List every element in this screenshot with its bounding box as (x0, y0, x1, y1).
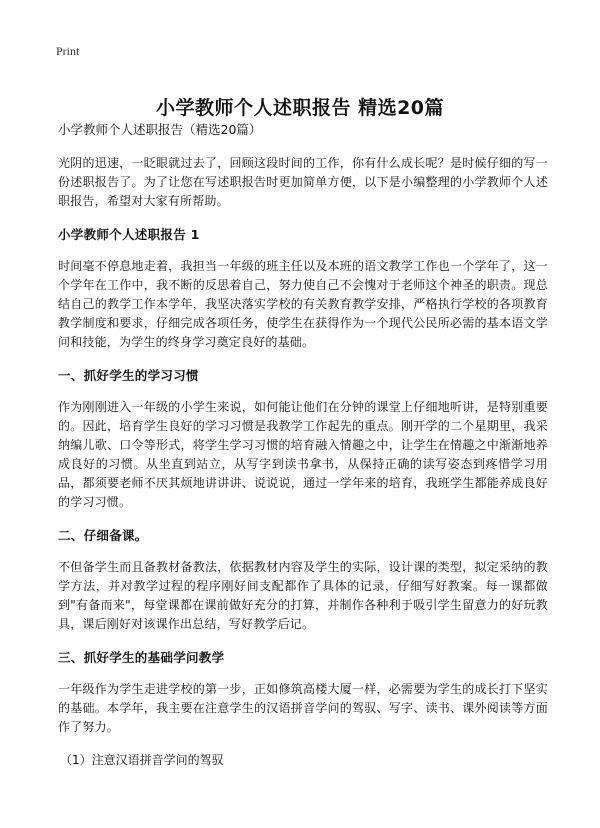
intro-paragraph: 光阴的迅速，一眨眼就过去了，回顾这段时间的工作，你有什么成长呢？是时候仔细的写一份述职报告了。为了让您在写述职报告时更加简单方便，以下是小编整理的小学教师个人述职报告，希望对大家有所帮助。 (58, 156, 548, 208)
print-label: Print (56, 44, 80, 58)
section-text-lesson-prep: 不但备学生而且备教材备教法，依据教材内容及学生的实际，设计课的类型，拟定采纳的教学方法，并对教学过程的程序刚好间支配都作了具体的记录，仔细写好教案。每一课都做到"有备而来"，每堂课都在课前做好充分的打算，并制作各种利于吸引学生留意力的好玩教具，课后刚好对该课作出总结，写好教学后记。 (58, 560, 548, 631)
section-heading-habits: 一、抓好学生的学习习惯 (58, 368, 199, 383)
document-title: 小学教师个人述职报告 精选20篇 (155, 96, 445, 119)
section-heading-lesson-prep: 二、仔细备课。 (58, 528, 148, 543)
section-text-basics: 一年级作为学生走进学校的第一步，正如修筑高楼大厦一样，必需要为学生的成长打下坚实的基础。本学年，我主要在注意学生的汉语拼音学问的驾驭、写字、读书、课外阅读等方面作了努力。 (58, 682, 548, 734)
section-heading-basics: 三、抓好学生的基础学问教学 (58, 650, 225, 665)
document-body (58, 120, 548, 768)
sub-item-pinyin: （1）注意汉语拼音学问的驾驭 (60, 753, 224, 767)
report-intro-paragraph: 时间毫不停息地走着，我担当一年级的班主任以及本班的语文教学工作也一个学年了，这一个学年在工作中，我不断的反思着自己，努力使自己不会愧对于老师这个神圣的职责。现总结自己的教学工作本学年，我坚决落实学校的有关教育教学安排，严格执行学校的各项教育教学制度和要求，仔细完成各项任务，使学生在获得作为一个现代公民所必需的基本语文学问和技能，为学生的终身学习奠定良好的基础。 (58, 259, 548, 349)
document-subtitle: 小学教师个人述职报告（精选20篇） (58, 122, 262, 137)
report-heading: 小学教师个人述职报告 1 (58, 227, 200, 242)
section-text-habits: 作为刚刚进入一年级的小学生来说，如何能让他们在分钟的课堂上仔细地听讲，是特别重要的。因此，培育学生良好的学习习惯是我教学工作起先的重点。刚开学的二个星期里，我采纳编儿歌、口令等形式，将学生学习习惯的培育融入情趣之中，让学生在情趣之中渐渐地养成良好的习惯。从坐直到站立，从写字到读书拿书，从保持正确的读写姿态到疼惜学习用品，都须要老师不厌其烦地讲讲讲、说说说，通过一学年来的培育，我班学生都能养成良好的学习习惯。 (58, 400, 548, 509)
